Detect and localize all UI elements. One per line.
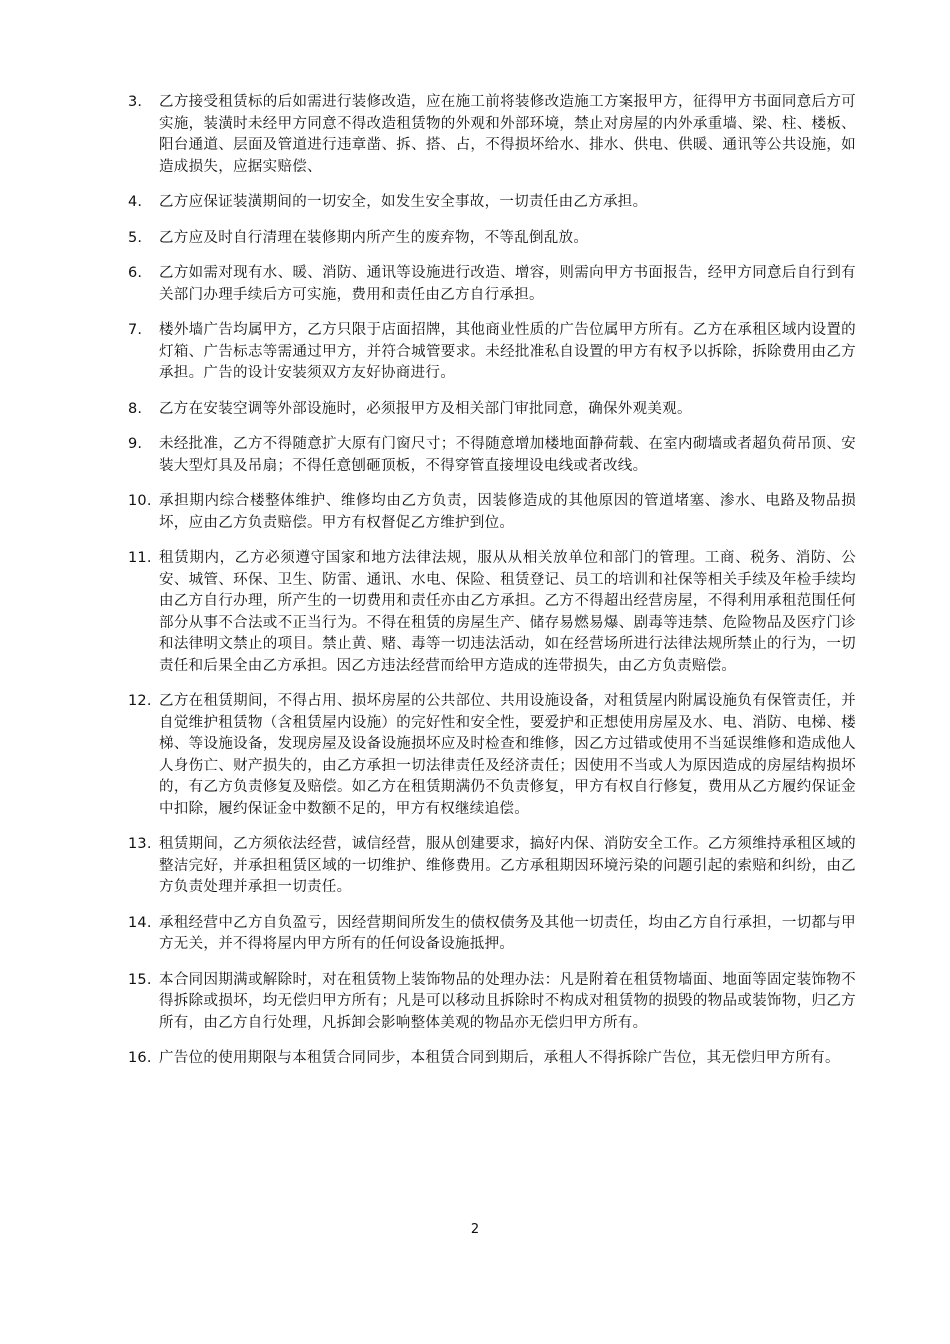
clause-number: 3. <box>128 94 143 110</box>
clause-11 <box>128 548 856 677</box>
clause-6 <box>128 263 856 306</box>
clause-number: 15. <box>128 971 152 988</box>
clause-12 <box>128 691 856 820</box>
clause-number: 6. <box>128 265 143 281</box>
clause-text: 乙方应及时自行清理在装修期内所产生的废弃物，不等乱倒乱放。 <box>159 229 589 246</box>
clause-number: 12. <box>128 693 152 709</box>
page-number: 2 <box>470 1222 480 1237</box>
clause-text: 租赁期间，乙方须依法经营，诚信经营，服从创建要求，搞好内保、消防安全工作。乙方须维持承租区域的整洁完好，并承担租赁区域的一切维护、维修费用。乙方承租期因环境污染的问题引起的索赔和纠纷，由乙方负责处理并承担一切责任。 <box>159 836 856 895</box>
clause-text: 乙方应保证装潢期间的一切安全，如发生安全事故，一切责任由乙方承担。 <box>159 194 648 210</box>
clause-15 <box>128 970 856 1035</box>
clause-number: 14. <box>128 914 152 931</box>
clause-text: 乙方接受租赁标的后如需进行装修改造，应在施工前将装修改造施工方案报甲方，征得甲方书面同意后方可实施，装潢时未经甲方同意不得改造租赁物的外观和外部环境，禁止对房屋的内外承重墙、梁、柱、楼板、阳台通道、层面及管道进行违章凿、拆、搭、占，不得损坏给水、排水、供电、供暖、通讯等公共设施，如造成损失，应据实赔偿、 <box>159 94 856 175</box>
clause-number: 10. <box>128 493 152 509</box>
clause-text: 楼外墙广告均属甲方，乙方只限于店面招牌，其他商业性质的广告位属甲方所有。乙方在承租区域内设置的灯箱、广告标志等需通过甲方，并符合城管要求。未经批准私自设置的甲方有权予以拆除，拆除费用由乙方承担。广告的设计安装须双方友好协商进行。 <box>159 322 856 381</box>
clause-number: 4. <box>128 194 143 210</box>
clause-text: 未经批准，乙方不得随意扩大原有门窗尺寸；不得随意增加楼地面静荷载、在室内砌墙或者超负荷吊顶、安装大型灯具及吊扇；不得任意刨砸顶板，不得穿管直接埋设电线或者改线。 <box>159 436 856 474</box>
clause-16 <box>128 1048 856 1070</box>
clause-number: 5. <box>128 229 143 246</box>
clause-13 <box>128 834 856 899</box>
clause-text: 本合同因期满或解除时，对在租赁物上装饰物品的处理办法：凡是附着在租赁物墙面、地面等固定装饰物不得拆除或损坏，均无偿归甲方所有；凡是可以移动且拆除时不构成对租赁物的损毁的物品或装饰物，归乙方所有，由乙方自行处理，凡拆卸会影响整体美观的物品亦无偿归甲方所有。 <box>159 971 856 1031</box>
clause-number: 8. <box>128 400 143 417</box>
clause-5 <box>128 228 856 250</box>
clause-7 <box>128 320 856 385</box>
clause-list <box>128 92 856 1084</box>
clause-text: 承租经营中乙方自负盈亏，因经营期间所发生的债权债务及其他一切责任，均由乙方自行承担，一切都与甲方无关，并不得将屋内甲方所有的任何设备设施抵押。 <box>159 914 856 952</box>
clause-3 <box>128 92 856 178</box>
clause-text: 乙方在安装空调等外部设施时，必须报甲方及相关部门审批同意，确保外观美观。 <box>159 400 692 417</box>
clause-4 <box>128 192 856 214</box>
clause-9 <box>128 434 856 477</box>
clause-8 <box>128 399 856 421</box>
clause-number: 13. <box>128 836 152 852</box>
clause-text: 承担期内综合楼整体维护、维修均由乙方负责，因装修造成的其他原因的管道堵塞、渗水、电路及物品损坏，应由乙方负责赔偿。甲方有权督促乙方维护到位。 <box>159 493 856 531</box>
clause-text: 广告位的使用期限与本租赁合同同步，本租赁合同到期后，承租人不得拆除广告位，其无偿归甲方所有。 <box>159 1050 840 1066</box>
clause-number: 11. <box>128 550 152 566</box>
clause-text: 乙方如需对现有水、暖、消防、通讯等设施进行改造、增容，则需向甲方书面报告，经甲方同意后自行到有关部门办理手续后方可实施，费用和责任由乙方自行承担。 <box>159 265 856 303</box>
clause-number: 7. <box>128 322 143 338</box>
clause-number: 16. <box>128 1050 152 1066</box>
clause-text: 租赁期内，乙方必须遵守国家和地方法律法规，服从从相关放单位和部门的管理。工商、税务、消防、公安、城管、环保、卫生、防雷、通讯、水电、保险、租赁登记、员工的培训和社保等相关手续及年检手续均由乙方自行办理，所产生的一切费用和责任亦由乙方承担。乙方不得超出经营房屋，不得利用承租范围任何部分从事不合法或不正当行为。不得在租赁的房屋生产、储存易燃易爆、剧毒等违禁、危险物品及医疗门诊和法律明文禁止的项目。禁止黄、赌、毒等一切违法活动，如在经营场所进行法律法规所禁止的行为，一切责任和后果全由乙方承担。因乙方违法经营而给甲方造成的连带损失，由乙方负责赔偿。 <box>159 550 856 674</box>
clause-text: 乙方在租赁期间，不得占用、损坏房屋的公共部位、共用设施设备，对租赁屋内附属设施负有保管责任，并自觉维护租赁物（含租赁屋内设施）的完好性和安全性，要爱护和正想使用房屋及水、电、消防、电梯、楼梯、等设施设备，发现房屋及设备设施损坏应及时检查和维修，因乙方过错或使用不当延误维修和造成他人人身伤亡、财产损失的，由乙方承担一切法律责任及经济责任；因使用不当或人为原因造成的房屋结构损坏的，有乙方负责修复及赔偿。如乙方在租赁期满仍不负责修复，甲方有权自行修复，费用从乙方履约保证金中扣除，履约保证金中数额不足的，甲方有权继续追偿。 <box>159 693 856 817</box>
clause-10 <box>128 491 856 534</box>
clause-number: 9. <box>128 436 143 452</box>
clause-14 <box>128 913 856 956</box>
